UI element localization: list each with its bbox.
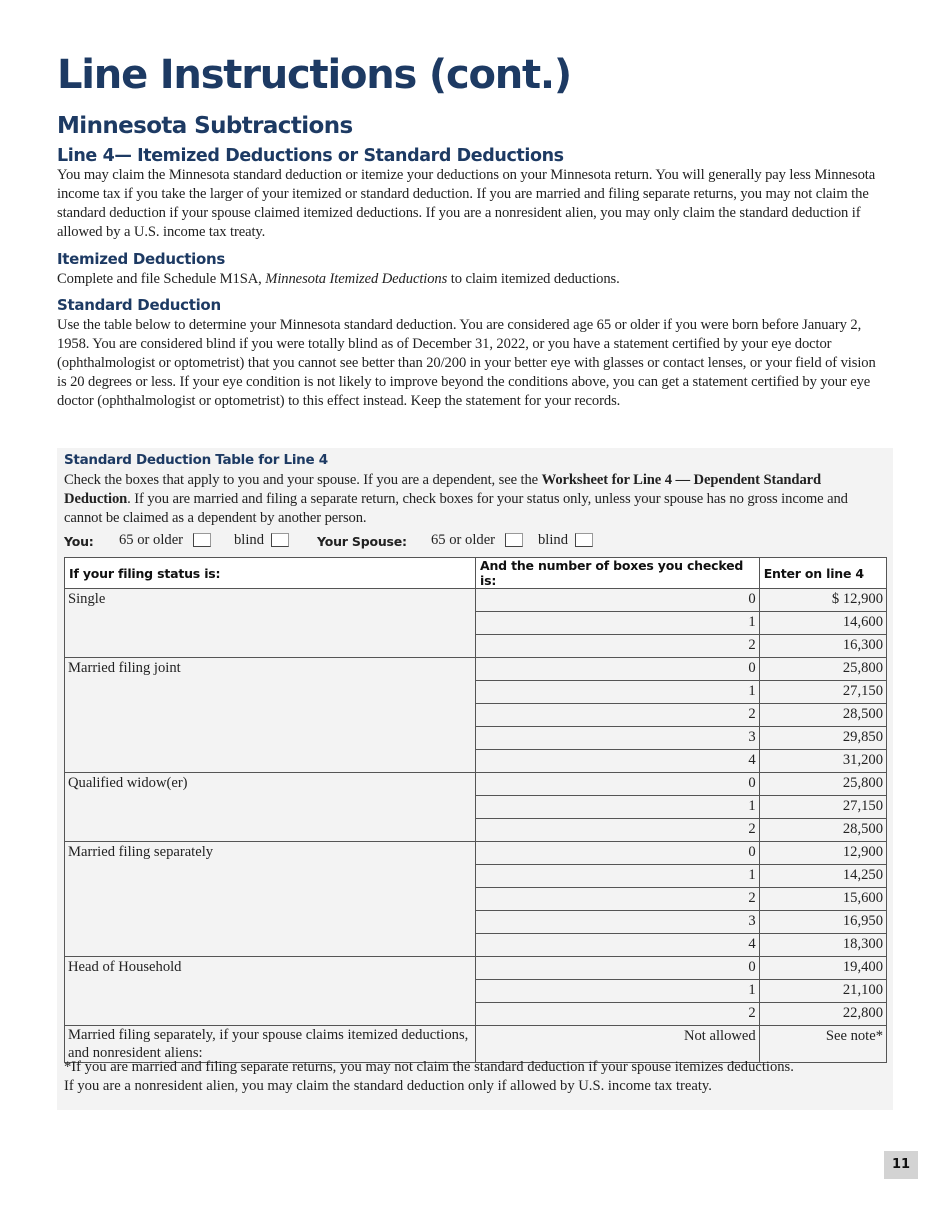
section-heading: Minnesota Subtractions — [57, 113, 353, 139]
filing-status-cell: Qualified widow(er) — [65, 773, 476, 842]
spouse-age-label: 65 or older — [431, 532, 496, 548]
table-footnote — [64, 1058, 889, 1096]
header-filing-status: If your filing status is: — [65, 558, 476, 589]
page-number: 11 — [884, 1151, 918, 1179]
boxes-checked-cell: 4 — [476, 934, 760, 957]
boxes-checked-cell: 1 — [476, 612, 760, 635]
boxes-checked-cell: 3 — [476, 911, 760, 934]
deduction-amount-cell: 27,150 — [759, 796, 886, 819]
boxes-checked-cell: 2 — [476, 819, 760, 842]
table-row — [65, 589, 887, 612]
deduction-amount-cell: 29,850 — [759, 727, 886, 750]
you-blind-checkbox[interactable] — [271, 533, 289, 547]
spouse-blind-label: blind — [538, 532, 568, 548]
deduction-amount-cell: 21,100 — [759, 980, 886, 1003]
deduction-amount-cell: 25,800 — [759, 773, 886, 796]
line4-heading: Line 4— Itemized Deductions or Standard Deductions — [57, 146, 564, 166]
deduction-amount-cell: 19,400 — [759, 957, 886, 980]
schedule-title: Minnesota Itemized Deductions — [265, 271, 448, 287]
itemized-heading: Itemized Deductions — [57, 250, 226, 268]
spouse-65-checkbox[interactable] — [505, 533, 523, 547]
table-row — [65, 842, 887, 865]
filing-status-cell: Married filing separately, if your spouse claims itemized deductions, and nonresident aliens: — [65, 1026, 476, 1063]
deduction-amount-cell: 18,300 — [759, 934, 886, 957]
deduction-amount-cell: $ 12,900 — [759, 589, 886, 612]
deduction-amount-cell: See note* — [759, 1026, 886, 1063]
page-title: Line Instructions (cont.) — [57, 52, 572, 98]
deduction-amount-cell: 14,600 — [759, 612, 886, 635]
boxes-checked-cell: 0 — [476, 773, 760, 796]
deduction-amount-cell: 14,250 — [759, 865, 886, 888]
table-row-not-allowed — [65, 1026, 887, 1063]
deduction-amount-cell: 22,800 — [759, 1003, 886, 1026]
you-65-checkbox[interactable] — [193, 533, 211, 547]
deduction-amount-cell: 28,500 — [759, 819, 886, 842]
panel-text-start: Check the boxes that apply to you and your spouse. If you are a dependent, see the — [64, 472, 542, 488]
header-enter-line4: Enter on line 4 — [759, 558, 886, 589]
filing-status-cell: Married filing joint — [65, 658, 476, 773]
boxes-checked-cell: 0 — [476, 957, 760, 980]
boxes-checked-cell: 4 — [476, 750, 760, 773]
boxes-checked-cell: 2 — [476, 888, 760, 911]
deduction-amount-cell: 25,800 — [759, 658, 886, 681]
worksheet-reference: Worksheet for Line 4 — Dependent Standard Deduction — [64, 472, 822, 507]
deduction-amount-cell: 16,300 — [759, 635, 886, 658]
table-row — [65, 957, 887, 980]
table-header-row — [65, 558, 887, 589]
filing-status-cell: Head of Household — [65, 957, 476, 1026]
boxes-checked-cell: 1 — [476, 865, 760, 888]
standard-heading: Standard Deduction — [57, 296, 221, 314]
boxes-checked-cell: 0 — [476, 842, 760, 865]
boxes-checked-cell: Not allowed — [476, 1026, 760, 1063]
deduction-amount-cell: 15,600 — [759, 888, 886, 911]
itemized-text-end: to claim itemized deductions. — [447, 271, 620, 287]
itemized-text-start: Complete and file Schedule M1SA, — [57, 271, 266, 287]
you-blind-label: blind — [234, 532, 264, 548]
standard-text: Use the table below to determine your Minnesota standard deduction. You are considered age 65 or older if you were born before January 2, 1958. You are considered blind if you were totally blind as of December 31, 2022, or you have a statement certified by your eye doctor (ophthalmologist or optometrist) that you cannot see better than 20/200 in your better eye with glasses or contact lenses, or your field of vision is 20 degrees or less. If your eye condition is not likely to improve beyond the conditions above, you can get a statement certified by your eye doctor (ophthalmologist or optometrist) to this effect instead. Keep the statement for your records. — [57, 317, 876, 409]
deduction-amount-cell: 31,200 — [759, 750, 886, 773]
spouse-blind-checkbox[interactable] — [575, 533, 593, 547]
boxes-checked-cell: 0 — [476, 658, 760, 681]
panel-title: Standard Deduction Table for Line 4 — [64, 452, 328, 468]
deduction-amount-cell: 27,150 — [759, 681, 886, 704]
boxes-checked-cell: 1 — [476, 796, 760, 819]
filing-status-cell: Married filing separately — [65, 842, 476, 957]
boxes-checked-cell: 0 — [476, 589, 760, 612]
boxes-checked-cell: 2 — [476, 704, 760, 727]
itemized-text — [57, 270, 879, 289]
boxes-checked-cell: 2 — [476, 635, 760, 658]
boxes-checked-cell: 3 — [476, 727, 760, 750]
panel-text-end: . If you are married and filing a separate return, check boxes for your status only, unless your spouse has no gross income and cannot be claimed as a dependent by another person. — [64, 491, 848, 526]
boxes-checked-cell: 2 — [476, 1003, 760, 1026]
footnote-nonresident: If you are a nonresident alien, you may claim the standard deduction only if allowed by U.S. income tax treaty. — [64, 1078, 712, 1094]
you-age-label: 65 or older — [119, 532, 184, 548]
filing-status-cell: Single — [65, 589, 476, 658]
footnote-married: *If you are married and filing separate returns, you may not claim the standard deduction if your spouse itemizes deductions. — [64, 1059, 794, 1075]
table-row — [65, 773, 887, 796]
deduction-amount-cell: 28,500 — [759, 704, 886, 727]
table-row — [65, 658, 887, 681]
boxes-checked-cell: 1 — [476, 980, 760, 1003]
spouse-label: Your Spouse: — [317, 534, 407, 549]
header-boxes-checked: And the number of boxes you checked is: — [476, 558, 760, 589]
boxes-checked-cell: 1 — [476, 681, 760, 704]
standard-deduction-table — [64, 557, 887, 1063]
you-label: You: — [64, 534, 94, 549]
panel-instructions — [64, 471, 884, 528]
line4-intro-text: You may claim the Minnesota standard deduction or itemize your deductions on your Minnesota return. You will generally pay less Minnesota income tax if you take the larger of your itemized or standard deduction. If you are married and filing separate returns, you may not claim the standard deduction if your spouse claimed itemized deductions. If you are a nonresident alien, you may only claim the standard deduction if allowed by a U.S. income tax treaty. — [57, 167, 876, 240]
deduction-amount-cell: 16,950 — [759, 911, 886, 934]
deduction-amount-cell: 12,900 — [759, 842, 886, 865]
